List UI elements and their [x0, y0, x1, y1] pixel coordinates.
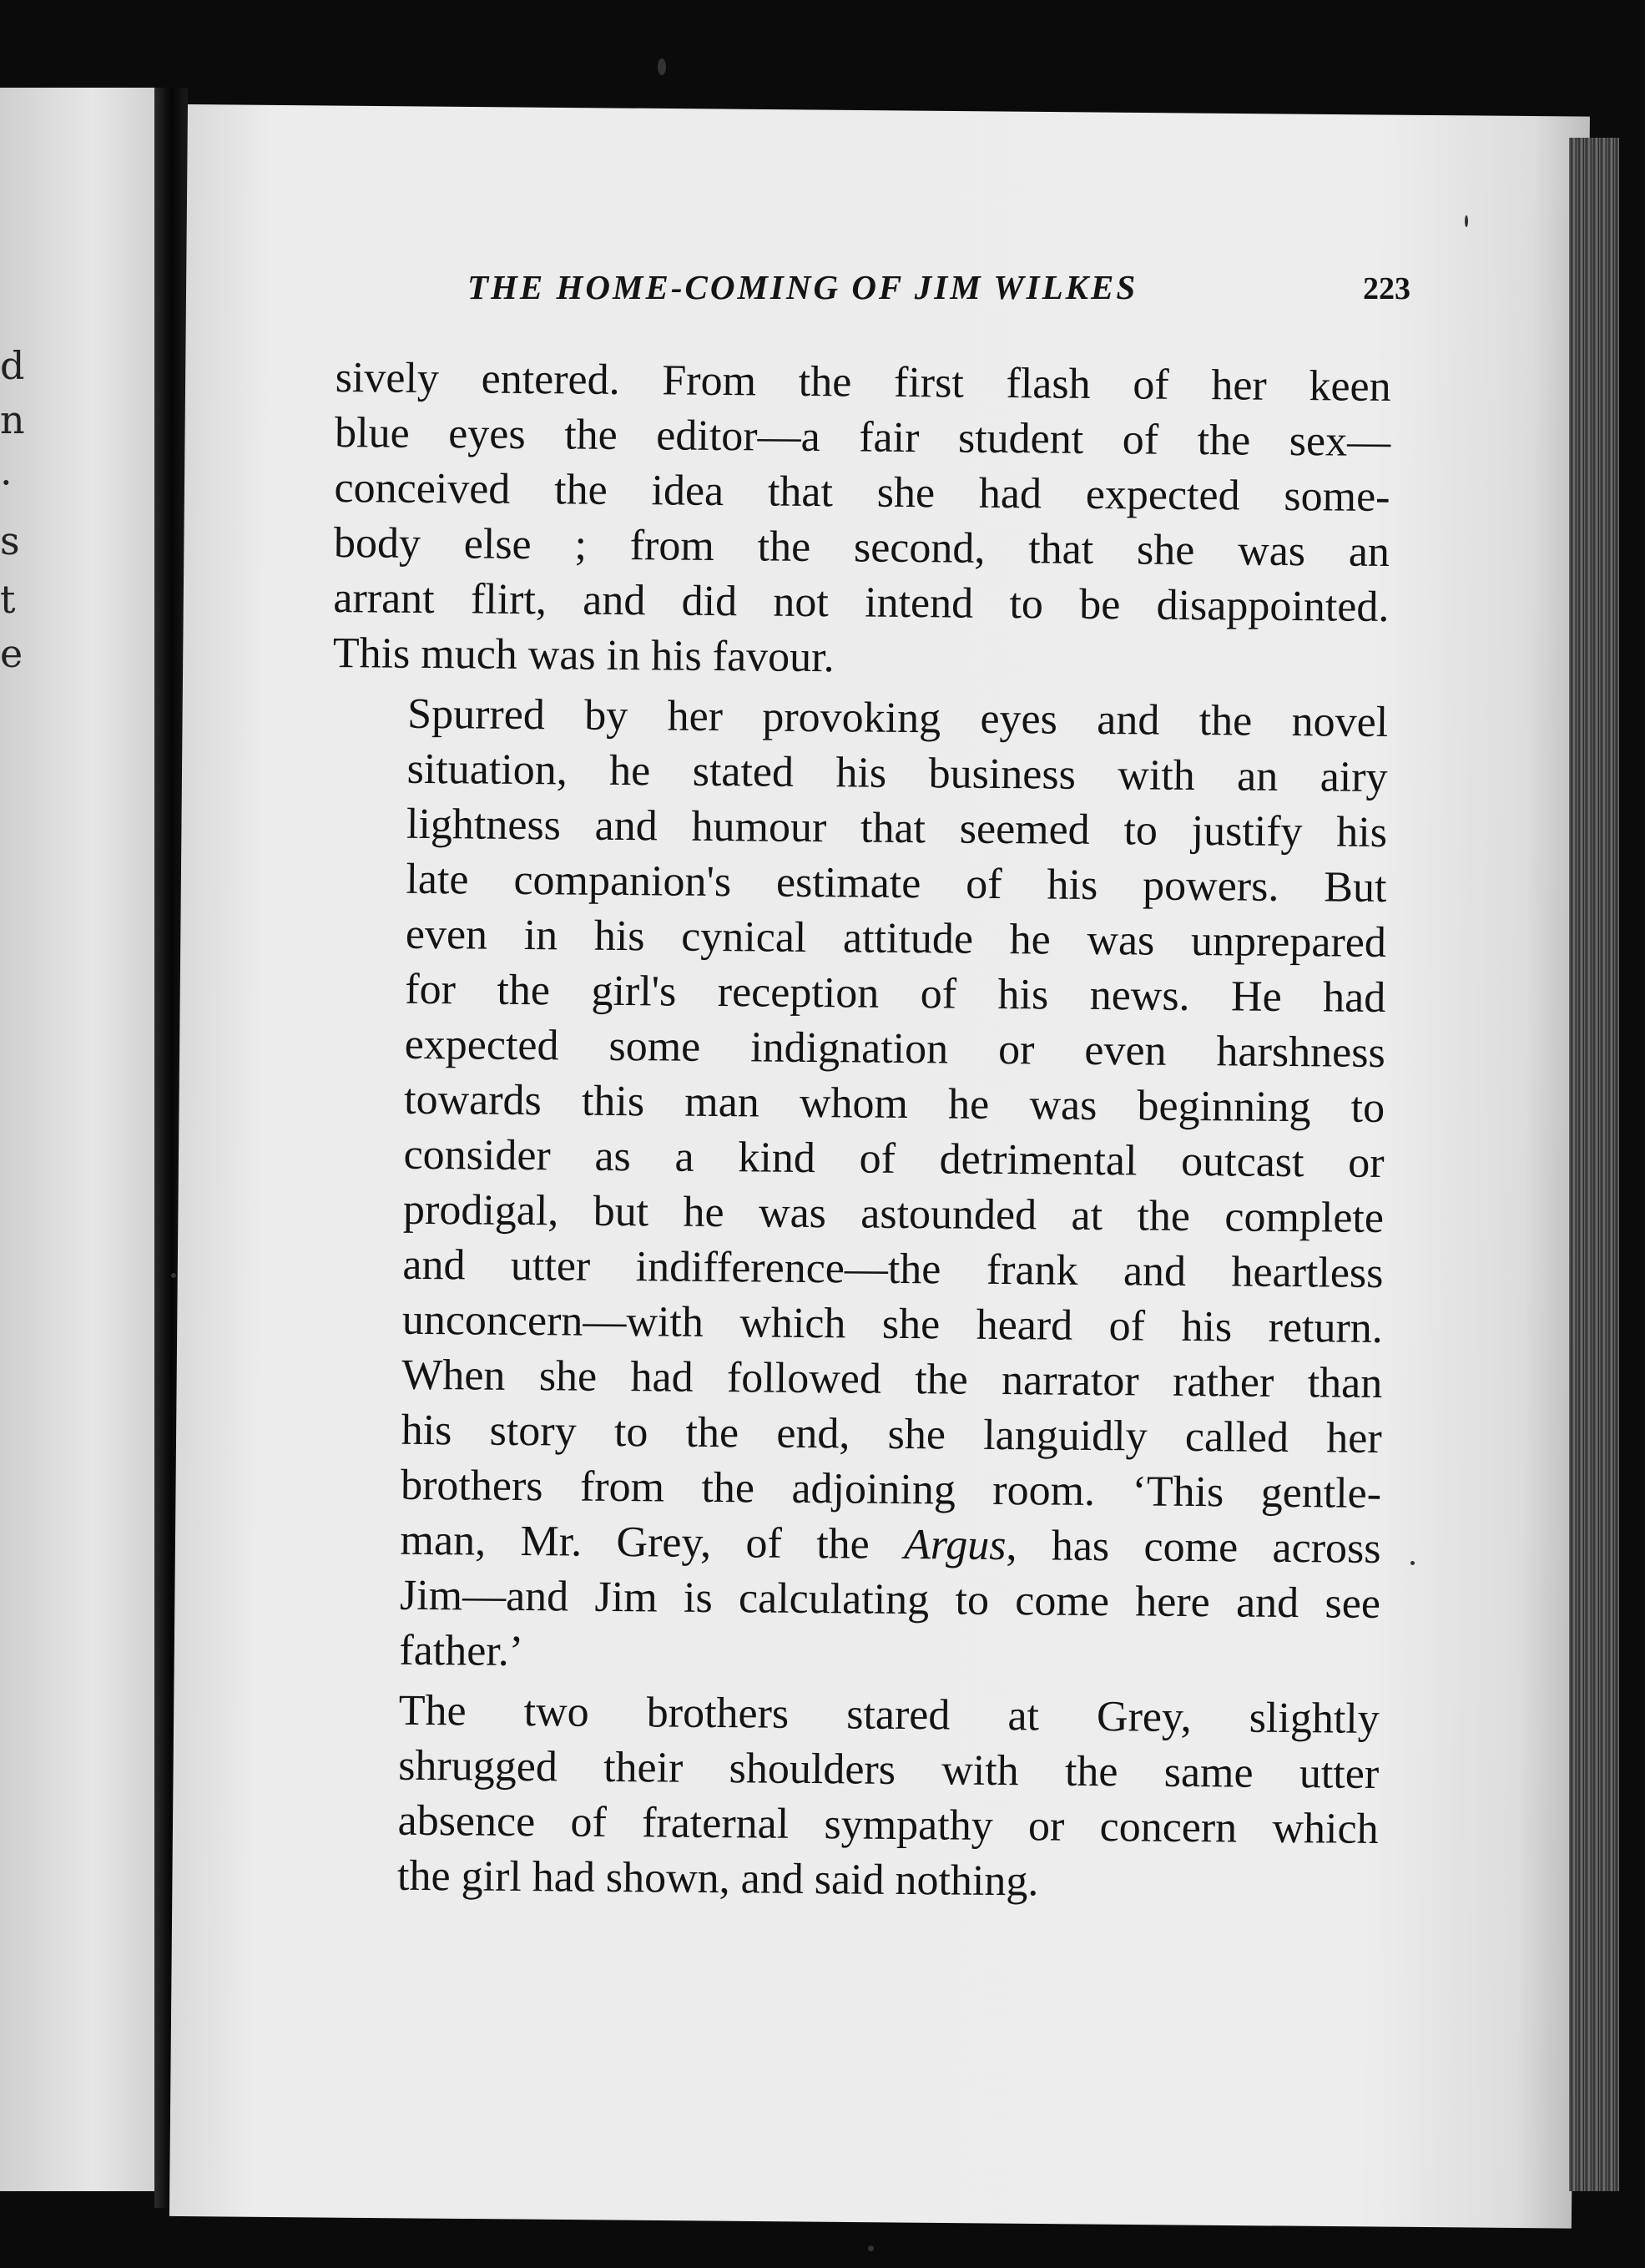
scan-speck: [658, 58, 666, 75]
text-line: expected some indignation or even harshness: [404, 1020, 1385, 1078]
left-page-mark: s: [0, 518, 20, 563]
left-page-mark: ·: [0, 460, 13, 505]
left-page-mark: d: [0, 343, 25, 388]
text-line: towards this man whom he was beginning to: [403, 1075, 1385, 1133]
text-line: the girl had shown, and said nothing.: [396, 1851, 1039, 1906]
running-title: THE HOME-COMING OF JIM WILKES: [467, 268, 1138, 306]
text-line: conceived the idea that she had expected some-: [334, 463, 1390, 522]
text-line: his story to the end, she languidly called her: [401, 1406, 1382, 1462]
left-page-mark: n: [0, 397, 25, 442]
text-line: shrugged their shoulders with the same utter: [397, 1741, 1380, 1798]
text-line: This much was in his favour.: [332, 629, 835, 682]
left-page-mark: t: [0, 577, 16, 622]
text-line: When she had followed the narrator rather than: [401, 1351, 1383, 1407]
page-header: [267, 267, 1410, 317]
text-line: The two brothers stared at Grey, slightly: [398, 1686, 1380, 1743]
text-line: situation, he stated his business with an airy: [406, 745, 1388, 802]
left-facing-page: [0, 88, 154, 2191]
paragraph: [324, 686, 1388, 1687]
text-line: consider as a kind of detrimental outcast or: [403, 1130, 1385, 1188]
paragraph: [322, 1683, 1380, 1912]
text-line: Spurred by her provoking eyes and the novel: [406, 689, 1389, 747]
text-line: sively entered. From the first flash of her keen: [335, 353, 1391, 412]
text-line: for the girl's reception of his news. He had: [405, 965, 1386, 1023]
text-line: lightness and humour that seemed to justify his: [406, 800, 1388, 857]
page-number: 223: [1363, 271, 1410, 306]
left-page-mark: e: [0, 631, 23, 676]
scan-speck: [1410, 1561, 1415, 1565]
text-line: father.’: [399, 1626, 524, 1676]
text-line: and utter indifference—the frank and heartless: [402, 1240, 1384, 1297]
text-line: prodigal, but he was astounded at the complete: [402, 1185, 1385, 1242]
page-edges: [1569, 138, 1619, 2191]
body-text: [322, 351, 1391, 1912]
text-line: man, Mr. Grey, of the Argus, has come across: [400, 1516, 1381, 1573]
text-line: unconcern—with which she heard of his return.: [401, 1296, 1384, 1352]
paragraph: [333, 351, 1391, 690]
text-line: brothers from the adjoining room. ‘This gentle-: [400, 1461, 1382, 1518]
text-line: even in his cynical attitude he was unprepared: [405, 910, 1387, 967]
text-line: body else ; from the second, that she was an: [333, 518, 1390, 577]
scan-speck: [1465, 215, 1468, 227]
text-line: Jim—and Jim is calculating to come here and see: [399, 1571, 1381, 1628]
italic-title: Argus: [903, 1520, 1007, 1570]
text-line: blue eyes the editor—a fair student of the sex—: [334, 408, 1391, 467]
scan-speck: [868, 2245, 874, 2251]
text-line: absence of fraternal sympathy or concern which: [397, 1796, 1379, 1853]
text-line: late companion's estimate of his powers. But: [406, 855, 1387, 912]
text-line: arrant flirt, and did not intend to be disappointed.: [333, 573, 1390, 632]
scan-speck: [171, 1273, 176, 1278]
